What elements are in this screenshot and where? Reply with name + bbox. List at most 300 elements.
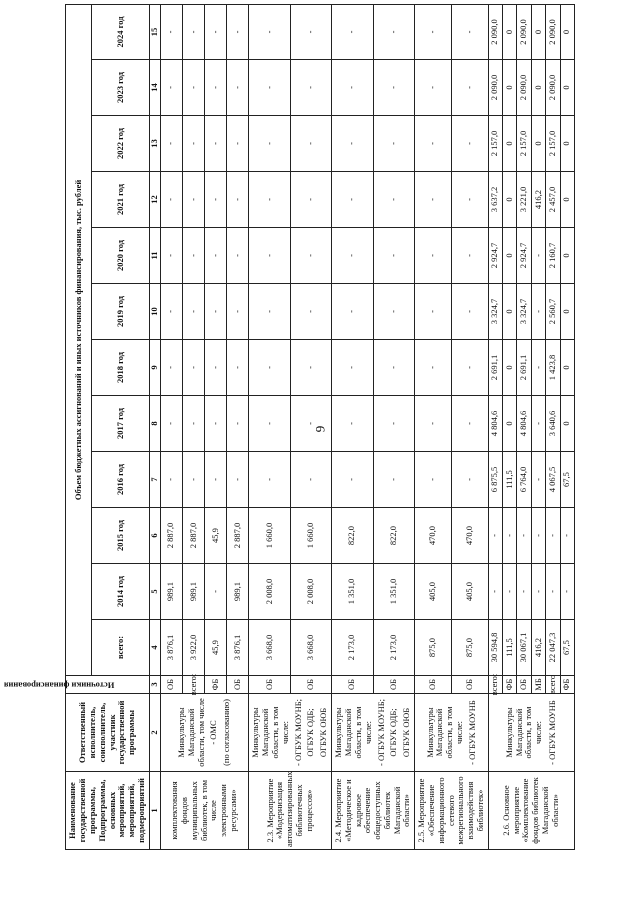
value-stack <box>415 564 487 619</box>
value: - <box>183 284 205 339</box>
value: 0 <box>561 141 572 146</box>
funding-table-rotated <box>3 5 575 850</box>
header-year: 2024 год <box>92 4 150 59</box>
value-cell <box>488 284 575 340</box>
value: - <box>231 30 242 34</box>
value: 2 924,7 <box>517 228 531 283</box>
value: 3 922,0 <box>183 620 205 675</box>
value: - <box>231 254 242 257</box>
source-cell <box>415 676 488 694</box>
header-column-number: 1 <box>150 772 161 850</box>
value-cell <box>249 508 332 564</box>
value: 3 668,0 <box>304 634 315 661</box>
value-cell <box>249 284 332 340</box>
value: - <box>304 254 315 257</box>
value-cell <box>249 4 332 59</box>
value: 2 691,1 <box>517 340 531 395</box>
value: - <box>463 198 474 201</box>
value: - <box>183 60 205 115</box>
value: - <box>463 478 474 481</box>
responsible-cell <box>249 694 332 772</box>
value: 2 157,0 <box>517 116 531 171</box>
value: - <box>304 366 315 369</box>
value: - <box>463 86 474 89</box>
value: 989,1 <box>183 564 205 619</box>
value: - <box>205 5 227 59</box>
value-cell <box>415 172 488 228</box>
value: 2 090,0 <box>546 60 560 115</box>
header-year: 2020 год <box>92 228 150 284</box>
value: 2 157,0 <box>546 116 560 171</box>
value: - <box>183 452 205 507</box>
value-stack <box>161 116 249 171</box>
value: 0 <box>532 5 546 59</box>
value: 1 660,0 <box>304 522 315 549</box>
value: 111,5 <box>503 452 517 507</box>
value-stack <box>415 5 487 59</box>
source-label: ФБ <box>503 676 517 693</box>
value: - <box>388 478 399 481</box>
value: - <box>249 228 290 283</box>
header-column-number: 7 <box>150 452 161 508</box>
value-cell <box>488 452 575 508</box>
source-stack <box>415 676 487 693</box>
value: - <box>388 422 399 425</box>
value-stack <box>332 564 414 619</box>
value-stack <box>415 116 487 171</box>
value: - <box>231 478 242 481</box>
header-name: Наименование государственной программы, Подпрограммы, основных мероприятий, мероприятий, подмероприятий <box>66 772 150 850</box>
value: 2 924,7 <box>489 228 503 283</box>
value-stack <box>161 452 249 507</box>
value: 4 804,6 <box>489 396 503 451</box>
value: 989,1 <box>231 581 242 602</box>
responsible-text: ОГБУК ОЮБ <box>401 707 412 758</box>
value: 1 660,0 <box>249 508 290 563</box>
value-cell <box>160 508 249 564</box>
value: - <box>205 172 227 227</box>
program-name: 2.6. Основное мероприятие «Комплектование фондов библиотек Магаданской области» <box>488 772 575 850</box>
source-label: ОБ <box>415 676 452 693</box>
value: 2 090,0 <box>546 5 560 59</box>
value-cell <box>415 564 488 620</box>
value: - <box>332 116 374 171</box>
value: 0 <box>503 5 517 59</box>
value-stack <box>415 60 487 115</box>
value-cell <box>160 452 249 508</box>
value: 2 173,0 <box>332 620 374 675</box>
responsible-text: (по согласованию) <box>221 699 232 766</box>
value-stack <box>332 452 414 507</box>
value-cell <box>160 116 249 172</box>
page-number: 9 <box>312 425 327 433</box>
source-stack <box>489 673 575 696</box>
value-cell <box>160 172 249 228</box>
value: - <box>463 422 474 425</box>
value: 416,2 <box>532 172 546 227</box>
header-year: 2019 год <box>92 284 150 340</box>
source-label: всего: <box>183 676 205 693</box>
value-cell <box>160 340 249 396</box>
value: 2 008,0 <box>249 564 290 619</box>
table-row <box>415 4 488 849</box>
value: 2 457,0 <box>546 172 560 227</box>
value: - <box>249 116 290 171</box>
value: - <box>388 86 399 89</box>
value: - <box>161 396 183 451</box>
table-body <box>160 4 574 849</box>
table-row <box>331 4 414 849</box>
value: 0 <box>503 60 517 115</box>
value: - <box>546 564 560 619</box>
value: - <box>388 254 399 257</box>
value: 405,0 <box>415 564 452 619</box>
header-column-number: 12 <box>150 172 161 228</box>
value-stack <box>249 172 331 227</box>
value-cell <box>488 340 575 396</box>
value-cell <box>415 508 488 564</box>
source-stack <box>332 676 414 693</box>
value-stack <box>415 452 487 507</box>
value: - <box>463 310 474 313</box>
value-cell <box>488 4 575 59</box>
value-stack <box>161 60 249 115</box>
value-stack <box>249 116 331 171</box>
value: 875,0 <box>415 620 452 675</box>
value: - <box>205 396 227 451</box>
value-stack <box>489 284 575 339</box>
table-row <box>488 4 575 849</box>
header-column-number: 8 <box>150 396 161 452</box>
source-label: ОБ <box>249 676 290 693</box>
header-total: всего: <box>92 620 150 676</box>
value: 2 157,0 <box>489 116 503 171</box>
source-label: ОБ <box>388 678 399 691</box>
value: - <box>205 116 227 171</box>
value: - <box>388 310 399 313</box>
value: - <box>231 198 242 201</box>
value-stack <box>332 5 414 59</box>
value-cell <box>160 60 249 116</box>
value: - <box>415 60 452 115</box>
value: - <box>532 396 546 451</box>
value-stack <box>489 452 575 507</box>
value: - <box>415 5 452 59</box>
value: 0 <box>561 365 572 370</box>
value: - <box>388 30 399 34</box>
header-column-number: 3 <box>150 676 161 694</box>
value-cell <box>249 228 332 284</box>
source-cell <box>488 673 575 696</box>
value: 3 637,2 <box>489 172 503 227</box>
value-stack <box>332 172 414 227</box>
value-stack <box>415 340 487 395</box>
value: 0 <box>561 421 572 426</box>
value: - <box>532 508 546 563</box>
value: - <box>304 30 315 34</box>
value: - <box>304 142 315 145</box>
value-cell <box>415 452 488 508</box>
value: 45,9 <box>205 620 227 675</box>
value-stack <box>415 396 487 451</box>
responsible-text: ОГБУК ОЮБ <box>318 707 329 758</box>
value-cell <box>331 172 414 228</box>
header-column-number: 5 <box>150 564 161 620</box>
value: 470,0 <box>415 508 452 563</box>
value-cell <box>331 396 414 452</box>
table-row <box>249 4 332 849</box>
responsible-cell <box>488 694 575 772</box>
value-cell <box>331 340 414 396</box>
value: - <box>205 340 227 395</box>
value-cell <box>331 452 414 508</box>
source-stack <box>161 673 249 696</box>
value: 67,5 <box>561 472 572 487</box>
value: - <box>503 564 517 619</box>
header-column-number: 6 <box>150 508 161 564</box>
value: - <box>183 172 205 227</box>
value: - <box>183 340 205 395</box>
source-label: ОБ <box>463 678 474 691</box>
value-cell <box>249 564 332 620</box>
header-year: 2015 год <box>92 508 150 564</box>
value-stack <box>249 452 331 507</box>
responsible-text: Минкультуры Магаданской области, в том числе: <box>424 706 464 759</box>
value: 1 351,0 <box>332 564 374 619</box>
value-cell <box>249 340 332 396</box>
value: 4 067,5 <box>546 452 560 507</box>
value: - <box>388 366 399 369</box>
header-column-number: 2 <box>150 694 161 772</box>
value: - <box>249 340 290 395</box>
value: - <box>415 284 452 339</box>
value-stack <box>161 5 249 59</box>
responsible-text: Минкультуры Магаданской области, в том числе: <box>333 706 373 759</box>
value-stack <box>415 508 487 563</box>
value: - <box>489 564 503 619</box>
value-stack <box>332 396 414 451</box>
program-name: 2.4. Мероприятие «Методическое и кадровое обеспечение общедоступных библиотек Магаданской области» <box>331 772 414 850</box>
value-stack <box>415 172 487 227</box>
value: - <box>231 422 242 425</box>
value: - <box>332 284 374 339</box>
source-label: ОБ <box>304 678 315 691</box>
value: 0 <box>561 197 572 202</box>
value-stack <box>161 620 249 675</box>
value: - <box>205 564 227 619</box>
value: - <box>463 30 474 34</box>
value: - <box>463 366 474 369</box>
source-label: ФБ <box>205 676 227 693</box>
value-stack <box>249 60 331 115</box>
value-cell <box>331 284 414 340</box>
value: 0 <box>503 396 517 451</box>
header-year: 2017 год <box>92 396 150 452</box>
value: 30 067,1 <box>517 620 531 675</box>
responsible-text: - ОГБУК МОУНБ <box>546 700 557 765</box>
value-stack <box>489 564 575 619</box>
value: 22 047,3 <box>546 620 560 675</box>
value-stack <box>332 620 414 675</box>
responsible-text: - ОГБУК МОУНБ <box>466 700 477 765</box>
value-cell <box>160 4 249 59</box>
value-stack <box>249 508 331 563</box>
value-cell <box>331 228 414 284</box>
value: 3 876,1 <box>161 620 183 675</box>
header-funding: Объем бюджетных ассигнований и иных источников финансирования, тыс. рублей <box>66 4 92 675</box>
value-stack <box>161 172 249 227</box>
header-column-number: 11 <box>150 228 161 284</box>
value-stack <box>249 620 331 675</box>
header-year: 2023 год <box>92 60 150 116</box>
value: 989,1 <box>161 564 183 619</box>
value: 1 423,8 <box>546 340 560 395</box>
value-cell <box>488 396 575 452</box>
value-cell <box>249 116 332 172</box>
header-year: 2018 год <box>92 340 150 396</box>
value: - <box>332 60 374 115</box>
header-column-number: 10 <box>150 284 161 340</box>
value: - <box>561 590 572 593</box>
value: - <box>415 340 452 395</box>
value: 6 875,5 <box>489 452 503 507</box>
value: - <box>183 5 205 59</box>
value: 2 008,0 <box>304 578 315 605</box>
header-year: 2014 год <box>92 564 150 620</box>
value: - <box>183 396 205 451</box>
value-cell <box>249 452 332 508</box>
value: 3 221,0 <box>517 172 531 227</box>
value: - <box>532 284 546 339</box>
value: - <box>231 366 242 369</box>
value: 2 560,7 <box>546 284 560 339</box>
value: 2 090,0 <box>517 5 531 59</box>
source-cell <box>160 673 249 696</box>
value-cell <box>331 4 414 59</box>
header-column-number: 4 <box>150 620 161 676</box>
program-name: 2.3. Мероприятие «Модернизация автоматизированных библиотечных процессов» <box>249 772 332 850</box>
value: - <box>161 116 183 171</box>
value: - <box>161 172 183 227</box>
value-cell <box>331 508 414 564</box>
source-label: ОБ <box>161 676 183 693</box>
value: - <box>183 228 205 283</box>
value-stack <box>332 60 414 115</box>
value: 0 <box>503 172 517 227</box>
value: - <box>532 564 546 619</box>
value-cell <box>488 228 575 284</box>
value: - <box>304 198 315 201</box>
responsible-cell <box>331 694 414 772</box>
value: - <box>231 142 242 145</box>
value-stack <box>161 564 249 619</box>
value: - <box>249 396 290 451</box>
value: 405,0 <box>463 581 474 602</box>
header-source: Источники финансирования <box>66 676 150 694</box>
source-label: всего <box>546 676 560 693</box>
value: 3 324,7 <box>489 284 503 339</box>
value-stack <box>489 508 575 563</box>
value: - <box>463 254 474 257</box>
value: 2 090,0 <box>517 60 531 115</box>
value-cell <box>331 116 414 172</box>
value: - <box>463 142 474 145</box>
value-stack <box>489 60 575 115</box>
value: 3 668,0 <box>249 620 290 675</box>
responsible-text: - ОГБУК МОУНБ; <box>375 698 386 767</box>
value: - <box>161 452 183 507</box>
value-cell <box>415 4 488 59</box>
value: - <box>546 508 560 563</box>
value: - <box>415 228 452 283</box>
value-stack <box>489 340 575 395</box>
value-cell <box>488 620 575 676</box>
value-stack <box>249 284 331 339</box>
value: 0 <box>532 116 546 171</box>
value-stack <box>489 396 575 451</box>
value-cell <box>249 620 332 676</box>
source-label: ОБ <box>231 678 242 691</box>
source-cell <box>331 676 414 694</box>
value-stack <box>161 508 249 563</box>
value: - <box>161 284 183 339</box>
value-stack <box>332 116 414 171</box>
value: - <box>415 172 452 227</box>
source-label: ФБ <box>561 678 572 691</box>
value: 1 351,0 <box>388 578 399 605</box>
value: - <box>532 228 546 283</box>
value-stack <box>249 228 331 283</box>
value: - <box>332 396 374 451</box>
value: - <box>332 452 374 507</box>
value-stack <box>489 172 575 227</box>
value: - <box>249 172 290 227</box>
value-cell <box>415 116 488 172</box>
value: - <box>532 452 546 507</box>
value: 2 887,0 <box>161 508 183 563</box>
responsible-text: Минкультуры Магаданской области, в том числе: <box>250 706 290 759</box>
value: - <box>388 142 399 145</box>
value: - <box>183 116 205 171</box>
value: - <box>205 60 227 115</box>
value: 3 876,1 <box>231 634 242 661</box>
value-stack <box>161 228 249 283</box>
value-stack <box>332 340 414 395</box>
responsible-text: ОГБУК ОДБ; <box>388 708 399 757</box>
value: - <box>249 5 290 59</box>
funding-table <box>3 4 575 850</box>
value: - <box>415 452 452 507</box>
value-cell <box>415 60 488 116</box>
value-cell <box>488 172 575 228</box>
value: 30 594,8 <box>489 620 503 675</box>
value-stack <box>161 340 249 395</box>
source-stack <box>249 676 331 693</box>
value-cell <box>415 228 488 284</box>
responsible-text: Минкультуры Магаданской области, том числе <box>176 698 206 767</box>
value-stack <box>332 284 414 339</box>
value-cell <box>249 396 332 452</box>
value: - <box>561 534 572 537</box>
value: - <box>205 452 227 507</box>
responsible-cell <box>415 694 488 772</box>
value-stack <box>415 228 487 283</box>
value: - <box>517 508 531 563</box>
header-year: 2022 год <box>92 116 150 172</box>
value: - <box>304 478 315 481</box>
value: 822,0 <box>388 525 399 546</box>
value: - <box>332 5 374 59</box>
